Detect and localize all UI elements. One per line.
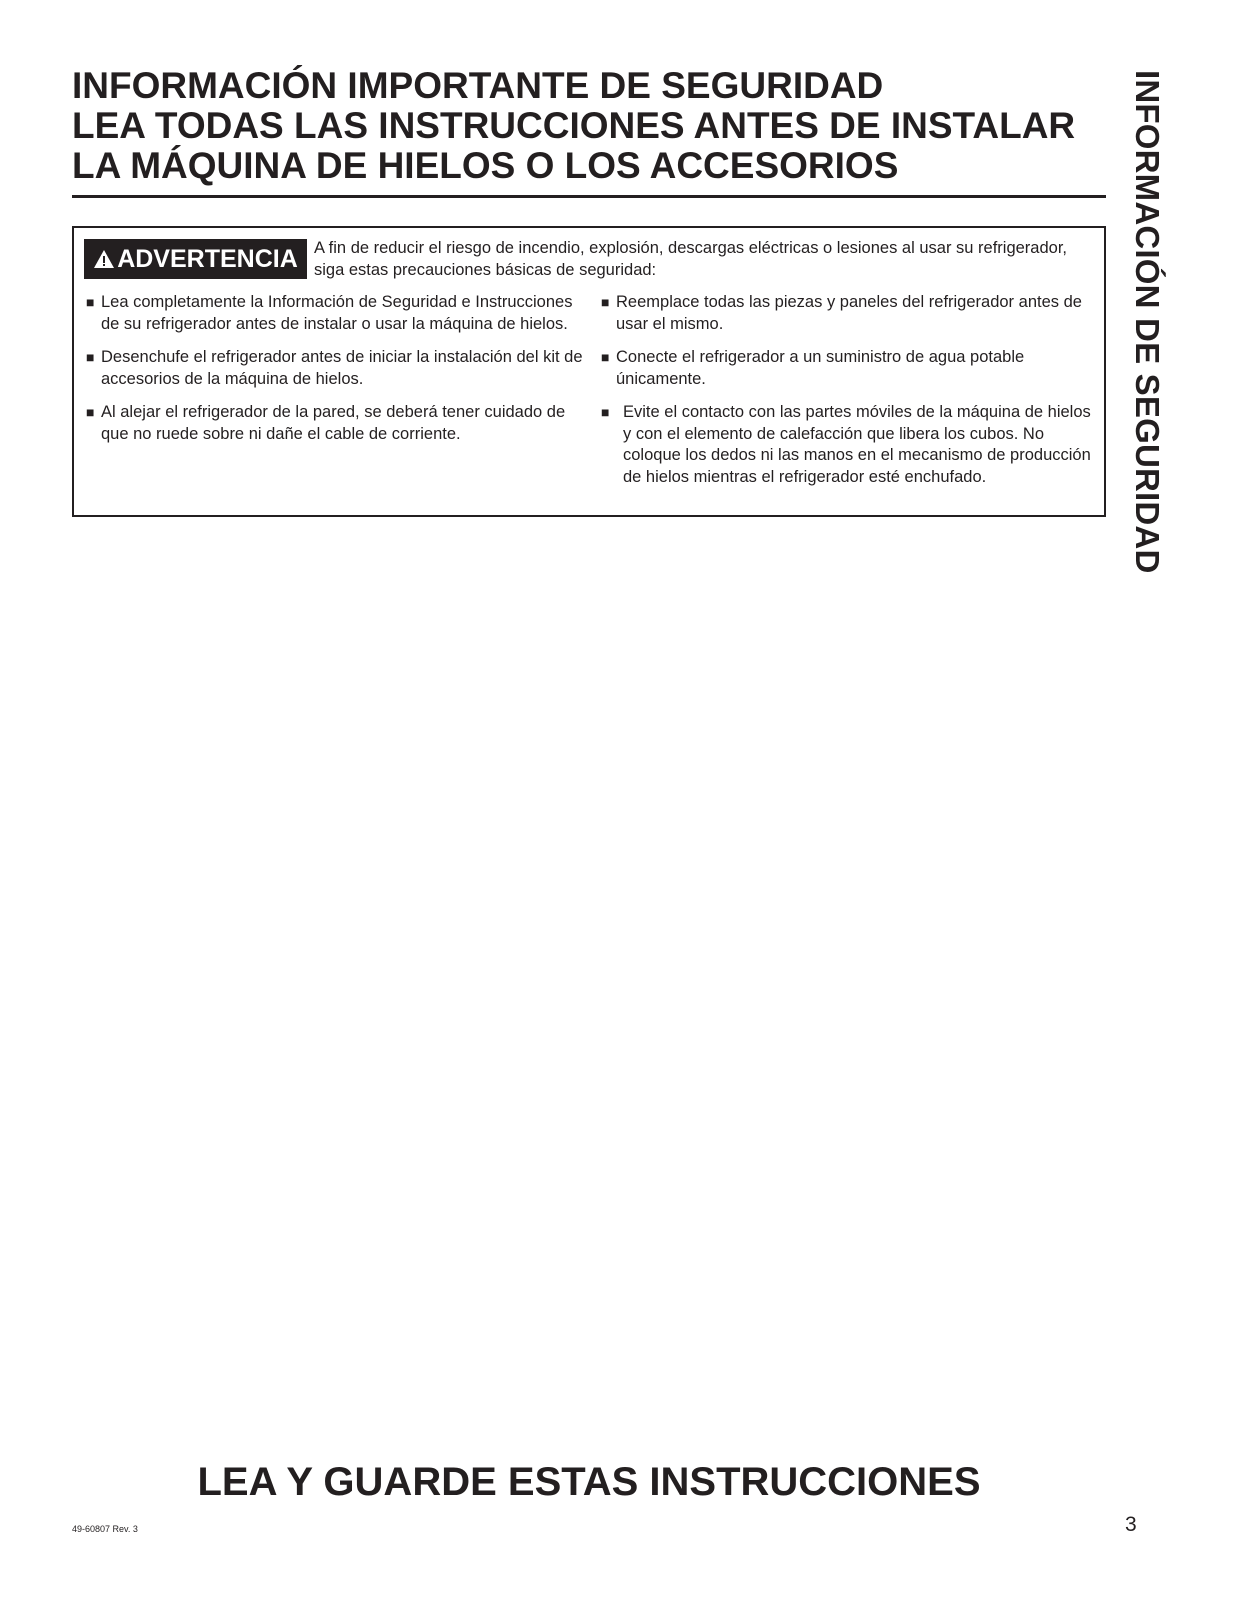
list-item — [601, 292, 1096, 335]
bullet-icon: ■ — [601, 404, 610, 420]
page-number: 3 — [1125, 1513, 1137, 1536]
page-title: INFORMACIÓN IMPORTANTE DE SEGURIDAD — [72, 65, 884, 106]
list-item — [86, 347, 586, 390]
bullet-icon: ■ — [601, 294, 610, 310]
list-item-text: Al alejar el refrigerador de la pared, se deberá tener cuidado de que no ruede sobre ni dañe el cable de corriente. — [101, 403, 566, 443]
warning-intro-text: A fin de reducir el riesgo de incendio, explosión, descargas eléctricas o lesiones al usar su refrigerador, siga estas precauciones básicas de seguridad: — [314, 239, 1067, 279]
header-divider — [72, 195, 1106, 198]
warning-badge-label: ADVERTENCIA — [117, 244, 298, 273]
page-subtitle-line-2: LA MÁQUINA DE HIELOS O LOS ACCESORIOS — [72, 145, 899, 186]
list-item-text: Reemplace todas las piezas y paneles del refrigerador antes de usar el mismo. — [616, 293, 1082, 333]
bullet-icon: ■ — [601, 349, 610, 365]
warning-list-left — [86, 292, 586, 457]
bullet-icon: ■ — [86, 349, 95, 365]
bullet-icon: ■ — [86, 294, 95, 310]
list-item-text: Evite el contacto con las partes móviles de la máquina de hielos y con el elemento de calefacción que libera los cubos. No coloque los dedos ni las manos en el mecanismo de producción de hielos mientras el refrigerador esté enchufado. — [623, 403, 1091, 486]
section-side-tab: INFORMACIÓN DE SEGURIDAD — [1129, 70, 1166, 574]
page-header — [72, 66, 1106, 186]
list-item-text: Desenchufe el refrigerador antes de iniciar la instalación del kit de accesorios de la máquina de hielos. — [101, 348, 583, 388]
page-subtitle-line-1: LEA TODAS LAS INSTRUCCIONES ANTES DE INSTALAR — [72, 105, 1076, 146]
warning-triangle-icon — [93, 249, 115, 269]
list-item-text: Conecte el refrigerador a un suministro de agua potable únicamente. — [616, 348, 1025, 388]
bullet-icon: ■ — [86, 404, 95, 420]
list-item — [86, 402, 586, 445]
list-item — [601, 347, 1096, 390]
footer-title: LEA Y GUARDE ESTAS INSTRUCCIONES — [197, 1460, 981, 1504]
warning-list-right — [601, 292, 1096, 500]
list-item — [86, 292, 586, 335]
warning-box — [72, 226, 1106, 517]
warning-badge — [84, 239, 307, 279]
list-item-text: Lea completamente la Información de Seguridad e Instrucciones de su refrigerador antes de instalar o usar la máquina de hielos. — [101, 293, 573, 333]
list-item — [601, 402, 1096, 488]
document-number: 49-60807 Rev. 3 — [72, 1524, 138, 1534]
